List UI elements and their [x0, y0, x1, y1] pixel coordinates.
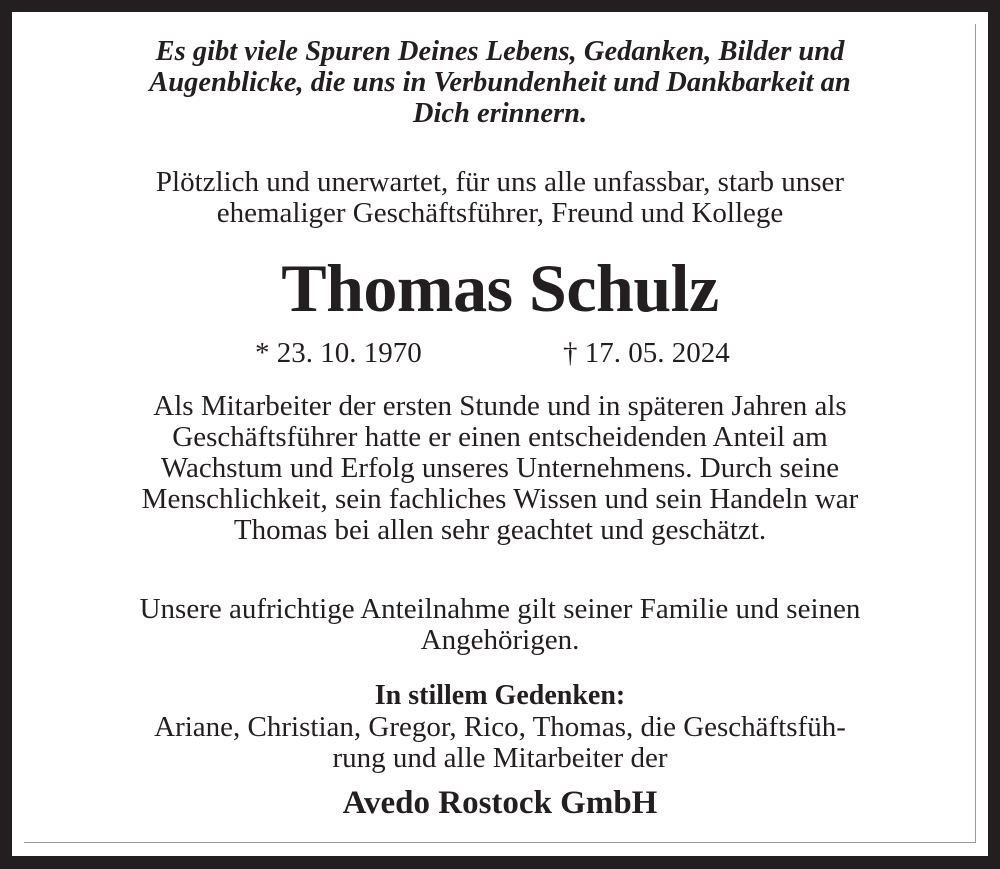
tribute-line: Geschäftsführer hatte er einen entscheidenden Anteil am — [172, 421, 828, 453]
tribute-line: Menschlichkeit, sein fachliches Wissen und sein Handeln war — [141, 483, 859, 515]
motto-line: Dich erinnern. — [412, 98, 588, 129]
company-name: Avedo Rostock GmbH — [342, 785, 658, 821]
signers-list — [40, 712, 960, 774]
condolence-line: Unsere aufrichtige Anteilnahme gilt seiner Familie und seinen — [139, 593, 861, 625]
signers-line: rung und alle Mitarbeiter der — [332, 742, 668, 774]
memorial-heading: In stillem Gedenken: — [374, 680, 626, 711]
intro-text — [40, 167, 960, 229]
intro-line: Plötzlich und unerwartet, für uns alle unfassbar, starb unser — [155, 166, 845, 198]
tribute-line: Als Mitarbeiter der ersten Stunde und in späteren Jahren als — [153, 390, 847, 422]
condolence-paragraph — [40, 594, 960, 656]
death-date: † 17. 05. 2024 — [563, 337, 730, 369]
tribute-line: Thomas bei allen sehr geachtet und geschätzt. — [233, 514, 767, 546]
intro-line: ehemaliger Geschäftsführer, Freund und Kollege — [216, 197, 784, 229]
signers-line: Ariane, Christian, Gregor, Rico, Thomas, die Geschäftsfüh- — [154, 711, 846, 743]
birth-date: * 23. 10. 1970 — [255, 337, 422, 369]
condolence-line: Angehörigen. — [420, 624, 580, 656]
tribute-line: Wachstum und Erfolg unseres Unternehmens. Durch seine — [160, 452, 840, 484]
life-dates — [0, 336, 1000, 370]
motto-quote — [40, 36, 960, 129]
deceased-name: Thomas Schulz — [281, 250, 719, 326]
motto-line: Es gibt viele Spuren Deines Lebens, Gedanken, Bilder und — [155, 36, 845, 67]
tribute-paragraph — [40, 391, 960, 546]
motto-line: Augenblicke, die uns in Verbundenheit und Dankbarkeit an — [149, 67, 851, 98]
